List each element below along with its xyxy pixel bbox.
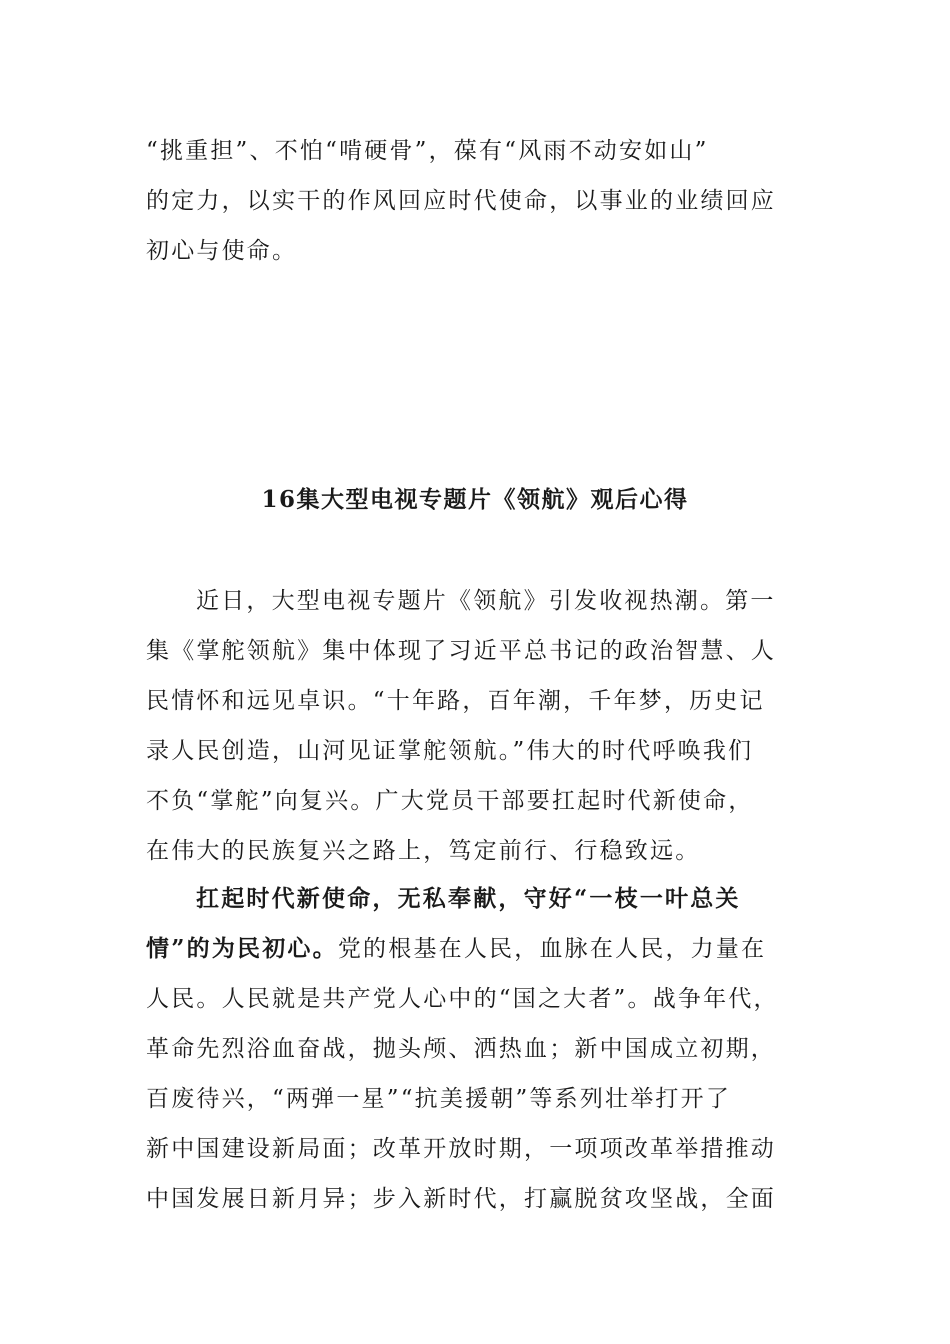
text-line: 集《掌舵领航》集中体现了习近平总书记的政治智慧、人: [146, 638, 776, 664]
text-line: “挑重担”、不怕“啃硬骨”，葆有“风雨不动安如山”: [146, 138, 709, 164]
text-line: 初心与使命。: [146, 238, 298, 264]
text-line: 百废待兴，“两弹一星”“抗美援朝”等系列壮举打开了: [146, 1086, 732, 1112]
text-line: 的定力，以实干的作风回应时代使命，以事业的业绩回应: [146, 188, 776, 214]
text-line: 新中国建设新局面；改革开放时期，一项项改革举措推动: [146, 1136, 776, 1162]
text-line: 人民。人民就是共产党人心中的“国之大者”。战争年代，: [146, 986, 779, 1012]
continuation-paragraph: [146, 126, 806, 276]
paragraph-mission: [146, 874, 806, 1224]
text-run: 党的根基在人民，血脉在人民，力量在: [337, 936, 767, 962]
article-title: 16集大型电视专题片《领航》观后心得: [261, 486, 689, 513]
text-line: [146, 924, 806, 974]
text-line: 革命先烈浴血奋战，抛头颅、洒热血；新中国成立初期，: [146, 1036, 776, 1062]
text-line: 民情怀和远见卓识。“十年路，百年潮，千年梦，历史记: [146, 688, 765, 714]
text-line: 不负“掌舵”向复兴。广大党员干部要扛起时代新使命，: [146, 788, 754, 814]
paragraph-intro: [146, 576, 806, 876]
text-line: 中国发展日新月异；步入新时代，打赢脱贫攻坚战，全面: [146, 1186, 776, 1212]
text-line: 近日，大型电视专题片《领航》引发收视热潮。第一: [196, 588, 776, 614]
section-heading-line: 扛起时代新使命，无私奉献，守好“一枝一叶总关: [196, 885, 741, 912]
text-line: 在伟大的民族复兴之路上，笃定前行、行稳致远。: [146, 838, 701, 864]
section-heading-end: 情”的为民初心。: [146, 935, 338, 962]
text-line: 录人民创造，山河见证掌舵领航。”伟大的时代呼唤我们: [146, 738, 754, 764]
